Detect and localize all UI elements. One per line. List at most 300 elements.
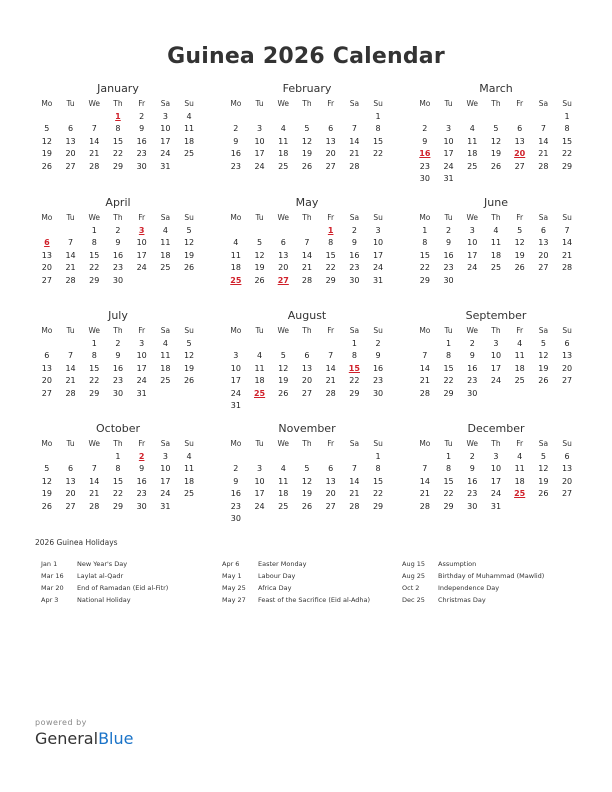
day-cell: 12	[514, 238, 525, 247]
day-cell: 14	[89, 476, 100, 486]
holiday-date: Aug 15	[402, 560, 426, 568]
week-row	[224, 225, 390, 238]
day-cell: 13	[514, 136, 525, 146]
weekday-label: Mo	[419, 326, 431, 335]
day-cell: 14	[65, 363, 76, 373]
week-row	[35, 350, 201, 363]
week-row	[35, 476, 201, 489]
day-cell: 20	[538, 250, 549, 260]
weekday-label: Fr	[516, 213, 524, 222]
holiday-item	[222, 558, 402, 570]
day-cell: 12	[41, 476, 52, 486]
day-cell: 20	[65, 489, 76, 498]
day-cell: 1	[91, 338, 97, 348]
day-cell: 12	[183, 238, 195, 247]
day-cell: 22	[112, 489, 124, 498]
day-cell: 28	[419, 388, 430, 398]
day-cell: 18	[230, 263, 241, 272]
day-cell: 29	[443, 501, 454, 511]
day-cell	[295, 111, 319, 124]
day-cell: 28	[325, 388, 336, 398]
weekday-label: Th	[113, 213, 123, 222]
holiday-item	[402, 558, 582, 570]
day-cell: 18	[183, 136, 195, 146]
month-april	[35, 196, 201, 287]
day-cell: 30	[419, 174, 430, 183]
day-cell: 18	[160, 250, 171, 260]
day-cell: 19	[301, 149, 313, 158]
day-cell: 6	[564, 338, 570, 348]
day-cell: 24	[443, 161, 454, 171]
day-cell: 14	[89, 136, 100, 146]
day-cell: 24	[160, 149, 171, 158]
day-cell: 15	[372, 136, 384, 146]
day-cell: 31	[136, 388, 147, 398]
day-cell	[413, 451, 437, 464]
day-cell: 27	[325, 161, 336, 171]
holiday-date: Aug 25	[402, 572, 426, 580]
holiday-date: Mar 20	[41, 584, 64, 592]
week-row	[413, 173, 579, 186]
month-name: October	[95, 422, 141, 435]
day-cell: 31	[490, 501, 502, 511]
weekday-label: Mo	[419, 439, 431, 448]
day-cell	[82, 111, 106, 124]
month-name: February	[282, 82, 332, 95]
day-cell	[295, 513, 319, 526]
weekday-label: Su	[184, 439, 194, 448]
day-cell	[555, 388, 579, 401]
week-row	[224, 488, 390, 501]
weekday-label: Th	[302, 99, 312, 108]
week-row	[35, 111, 201, 124]
day-cell: 20	[325, 489, 336, 498]
weekday-label: Su	[373, 326, 383, 335]
day-cell: 19	[278, 376, 289, 385]
day-cell: 13	[278, 250, 289, 260]
day-cell: 10	[254, 136, 265, 146]
day-cell: 4	[257, 351, 263, 360]
day-cell: 21	[89, 489, 100, 498]
weekday-label: We	[88, 99, 101, 108]
week-row	[224, 161, 390, 174]
day-cell: 25	[183, 149, 195, 158]
day-cell	[248, 338, 272, 351]
day-cell: 10	[160, 124, 171, 133]
holiday-item	[41, 582, 221, 594]
weekday-label: Sa	[349, 439, 360, 448]
day-cell: 18	[467, 149, 478, 158]
day-cell	[295, 451, 319, 464]
day-cell: 28	[65, 388, 76, 398]
day-cell: 12	[538, 464, 549, 473]
week-row	[413, 237, 579, 250]
day-cell: 9	[375, 351, 381, 360]
weekday-label: Tu	[444, 213, 453, 222]
weekday-label: Fr	[138, 326, 146, 335]
week-row	[413, 262, 579, 275]
day-cell: 17	[160, 136, 171, 146]
day-cell: 1	[446, 451, 452, 461]
holiday-item	[222, 582, 402, 594]
week-row	[35, 388, 201, 401]
month-october	[35, 422, 201, 513]
day-cell	[271, 111, 295, 124]
day-cell: 11	[490, 238, 502, 247]
day-cell: 11	[254, 363, 265, 373]
day-cell: 16	[112, 250, 124, 260]
page-title: Guinea 2026 Calendar	[167, 44, 445, 69]
day-cell	[177, 388, 201, 401]
week-row	[224, 501, 390, 514]
day-cell: 11	[467, 136, 478, 146]
weekday-label: Tu	[444, 439, 453, 448]
holiday-day-cell: 2	[138, 451, 145, 461]
day-cell: 9	[115, 238, 121, 247]
weekday-label: Su	[373, 439, 383, 448]
day-cell: 22	[443, 376, 454, 385]
day-cell: 13	[65, 476, 76, 486]
day-cell: 24	[254, 161, 265, 171]
weekday-label: Su	[184, 99, 194, 108]
day-cell: 28	[65, 275, 76, 285]
day-cell: 23	[443, 263, 454, 272]
weekday-label: We	[466, 99, 479, 108]
day-cell	[508, 501, 532, 514]
day-cell: 5	[186, 225, 192, 235]
day-cell: 20	[561, 476, 573, 486]
week-row	[413, 148, 579, 161]
day-cell	[366, 161, 390, 174]
day-cell: 13	[301, 363, 313, 373]
week-row	[35, 463, 201, 476]
day-cell: 1	[375, 111, 381, 121]
holiday-day-cell: 25	[230, 275, 242, 285]
weekday-label: Sa	[349, 99, 360, 108]
week-row	[224, 262, 390, 275]
day-cell: 17	[254, 149, 265, 158]
day-cell: 30	[136, 161, 147, 171]
day-cell	[59, 111, 83, 124]
day-cell	[484, 275, 508, 288]
week-row	[224, 250, 390, 263]
holiday-name: New Year's Day	[77, 560, 128, 568]
weekday-label: Tu	[66, 326, 75, 335]
day-cell: 6	[304, 351, 310, 360]
day-cell: 6	[44, 351, 50, 360]
weekday-label: Th	[491, 326, 501, 335]
weekday-label: Mo	[41, 326, 53, 335]
day-cell: 10	[254, 476, 265, 486]
day-cell	[271, 400, 295, 413]
day-cell: 17	[490, 363, 502, 373]
week-row	[35, 136, 201, 149]
day-cell: 11	[230, 250, 241, 260]
day-cell	[484, 111, 508, 124]
month-name: June	[484, 196, 508, 209]
day-cell: 15	[89, 363, 100, 373]
weekday-label: Su	[184, 326, 194, 335]
day-cell: 17	[254, 489, 265, 498]
day-cell: 19	[254, 263, 265, 272]
day-cell	[224, 111, 248, 124]
day-cell: 22	[372, 149, 384, 158]
day-cell: 24	[254, 501, 265, 511]
day-cell: 28	[349, 501, 360, 511]
holiday-day-cell: 16	[419, 149, 431, 158]
holiday-day-cell: 25	[253, 388, 266, 398]
day-cell: 24	[160, 489, 171, 498]
day-cell: 15	[372, 476, 384, 486]
day-cell: 16	[230, 149, 241, 158]
weekday-header	[35, 212, 201, 225]
day-cell: 3	[162, 451, 168, 461]
holidays-heading: 2026 Guinea Holidays	[35, 538, 118, 547]
day-cell: 26	[183, 376, 195, 385]
day-cell: 13	[41, 250, 52, 260]
day-cell	[319, 451, 343, 464]
day-cell: 15	[89, 250, 100, 260]
weekday-label: Sa	[349, 213, 360, 222]
holiday-day-cell: 3	[138, 225, 145, 235]
day-cell	[532, 275, 556, 288]
day-cell: 19	[490, 149, 502, 158]
weekday-label: Th	[491, 439, 501, 448]
day-cell: 1	[446, 338, 452, 348]
day-cell: 3	[469, 225, 475, 235]
weekday-label: Th	[302, 326, 312, 335]
day-cell: 29	[112, 161, 124, 171]
holiday-date: May 27	[222, 596, 246, 604]
week-row	[413, 388, 579, 401]
week-row	[413, 451, 579, 464]
day-cell: 29	[89, 275, 100, 285]
day-cell: 25	[183, 489, 195, 498]
day-cell	[130, 275, 154, 288]
week-row	[35, 237, 201, 250]
day-cell	[532, 501, 556, 514]
day-cell: 19	[183, 250, 195, 260]
week-row	[413, 363, 579, 376]
month-november	[224, 422, 390, 526]
day-cell: 22	[325, 263, 336, 272]
day-cell: 19	[41, 149, 52, 158]
weekday-label: Fr	[327, 439, 335, 448]
day-cell: 11	[160, 238, 171, 247]
weekday-label: Sa	[160, 326, 171, 335]
day-cell: 5	[186, 338, 192, 348]
day-cell: 4	[469, 124, 475, 133]
day-cell: 17	[490, 476, 502, 486]
day-cell	[271, 513, 295, 526]
holiday-date: Dec 25	[402, 596, 425, 604]
day-cell	[508, 111, 532, 124]
day-cell	[248, 400, 272, 413]
weekday-label: Mo	[419, 99, 431, 108]
holiday-name: Feast of the Sacrifice (Eid al-Adha)	[258, 596, 371, 604]
day-cell: 4	[186, 451, 192, 461]
day-cell	[366, 400, 390, 413]
week-row	[35, 363, 201, 376]
weekday-label: Mo	[41, 439, 53, 448]
day-cell: 29	[443, 388, 454, 398]
holiday-day-cell: 20	[514, 149, 526, 158]
day-cell	[35, 451, 59, 464]
day-cell: 2	[351, 225, 357, 235]
week-row	[35, 501, 201, 514]
weekday-header	[224, 325, 390, 338]
day-cell: 17	[160, 476, 171, 486]
day-cell: 18	[278, 489, 289, 498]
day-cell	[460, 173, 484, 186]
holiday-item	[222, 594, 402, 606]
day-cell: 10	[230, 363, 241, 373]
day-cell: 22	[89, 376, 100, 385]
day-cell: 28	[89, 501, 100, 511]
day-cell: 8	[91, 238, 97, 247]
weekday-label: Tu	[255, 99, 264, 108]
month-january	[35, 82, 201, 173]
holiday-item	[41, 558, 221, 570]
day-cell	[555, 173, 579, 186]
day-cell: 14	[349, 476, 360, 486]
day-cell: 13	[325, 476, 336, 486]
week-row	[224, 363, 390, 376]
day-cell: 8	[422, 238, 428, 247]
day-cell	[271, 451, 295, 464]
weekday-label: Th	[113, 439, 123, 448]
holiday-day-cell: 6	[44, 238, 50, 247]
day-cell: 24	[490, 376, 502, 385]
day-cell: 15	[112, 136, 124, 146]
weekday-header	[413, 98, 579, 111]
day-cell: 5	[257, 238, 263, 247]
day-cell: 1	[351, 338, 357, 348]
weekday-label: Sa	[538, 326, 549, 335]
day-cell	[82, 451, 106, 464]
day-cell: 4	[233, 238, 239, 247]
day-cell: 28	[538, 161, 549, 171]
day-cell	[224, 338, 248, 351]
day-cell: 3	[375, 225, 381, 235]
day-cell: 3	[257, 464, 263, 473]
day-cell: 7	[91, 464, 97, 473]
day-cell: 25	[278, 501, 289, 511]
weekday-header	[224, 438, 390, 451]
day-cell: 4	[186, 111, 192, 121]
day-cell: 7	[564, 225, 570, 235]
day-cell: 24	[490, 489, 502, 498]
week-row	[413, 136, 579, 149]
day-cell: 16	[136, 476, 147, 486]
holiday-column	[41, 558, 221, 606]
day-cell: 29	[419, 275, 430, 285]
day-cell: 7	[422, 464, 428, 473]
weekday-label: Tu	[255, 439, 264, 448]
day-cell: 30	[443, 275, 454, 285]
holiday-name: Easter Monday	[258, 560, 307, 568]
day-cell: 8	[328, 238, 334, 247]
day-cell	[59, 225, 83, 238]
week-row	[35, 488, 201, 501]
day-cell: 9	[469, 351, 475, 360]
day-cell	[177, 501, 201, 514]
month-name: September	[465, 309, 527, 322]
weekday-label: Su	[562, 213, 572, 222]
day-cell: 30	[467, 501, 478, 511]
day-cell: 3	[139, 338, 145, 348]
month-august	[224, 309, 390, 413]
month-september	[413, 309, 579, 400]
month-name: August	[287, 309, 327, 322]
brand-general: General	[35, 729, 99, 748]
day-cell	[484, 388, 508, 401]
week-row	[224, 148, 390, 161]
day-cell: 2	[469, 451, 475, 461]
day-cell: 18	[514, 476, 525, 486]
day-cell: 25	[278, 161, 289, 171]
day-cell: 28	[419, 501, 430, 511]
day-cell: 27	[514, 161, 525, 171]
day-cell: 8	[375, 124, 381, 133]
day-cell: 9	[351, 238, 357, 247]
day-cell: 16	[467, 476, 478, 486]
month-december	[413, 422, 579, 513]
day-cell: 3	[233, 351, 239, 360]
day-cell: 5	[44, 124, 50, 133]
weekday-label: Sa	[160, 439, 171, 448]
day-cell	[508, 173, 532, 186]
day-cell: 20	[41, 376, 52, 385]
weekday-header	[413, 325, 579, 338]
day-cell: 5	[517, 225, 523, 235]
day-cell: 2	[115, 225, 121, 235]
day-cell: 4	[517, 338, 523, 348]
holiday-name: Christmas Day	[438, 596, 486, 604]
day-cell: 12	[41, 136, 52, 146]
week-row	[35, 250, 201, 263]
day-cell: 15	[561, 136, 573, 146]
day-cell: 30	[467, 388, 478, 398]
day-cell: 31	[372, 275, 384, 285]
month-name: July	[108, 309, 128, 322]
day-cell: 13	[561, 464, 573, 473]
day-cell: 6	[517, 124, 523, 133]
day-cell: 8	[115, 464, 121, 473]
day-cell: 16	[136, 136, 147, 146]
weekday-label: Sa	[538, 439, 549, 448]
holiday-item	[402, 570, 582, 582]
day-cell: 17	[443, 149, 454, 158]
day-cell: 10	[490, 464, 502, 473]
week-row	[413, 338, 579, 351]
holiday-item	[402, 594, 582, 606]
day-cell: 14	[325, 363, 336, 373]
weekday-label: Fr	[327, 213, 335, 222]
day-cell	[224, 451, 248, 464]
day-cell: 8	[446, 464, 452, 473]
month-name: December	[467, 422, 525, 435]
holiday-item	[41, 570, 221, 582]
day-cell: 15	[443, 476, 454, 486]
weekday-label: Tu	[66, 99, 75, 108]
week-row	[413, 225, 579, 238]
week-row	[35, 262, 201, 275]
day-cell: 6	[280, 238, 286, 247]
week-row	[413, 476, 579, 489]
day-cell	[224, 225, 248, 238]
day-cell	[35, 111, 59, 124]
